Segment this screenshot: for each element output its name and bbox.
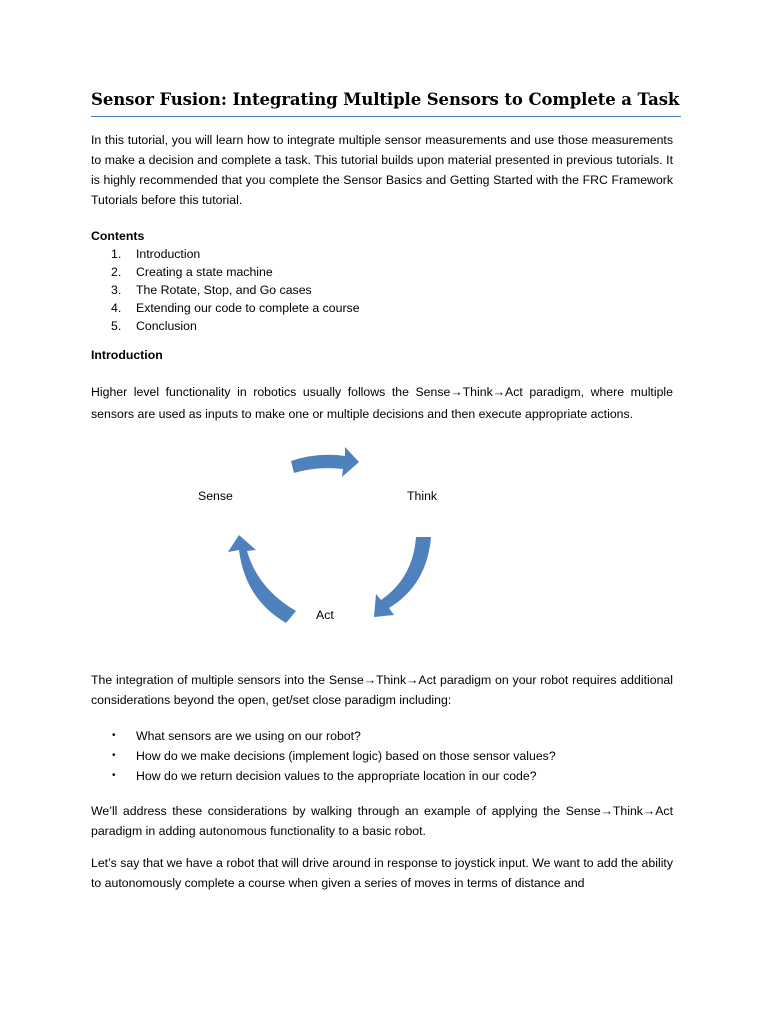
list-item-text: Introduction [136, 247, 201, 261]
intro-paragraph: In this tutorial, you will learn how to integrate multiple sensor measurements and use those measurements to make a decision and complete a task. This tutorial builds upon material presented in previous tutorials. It is highly recommended that you complete the Sensor Basics and Getting Started with the FRC Framework Tutorials before this tutorial. [91, 133, 673, 207]
think-label: Think [407, 489, 438, 503]
approach-paragraph: We’ll address these considerations by walking through an example of applying the Sense→Think→Act paradigm in adding autonomous functionality to a basic robot. [91, 804, 673, 838]
sense-to-think-arrow [291, 447, 359, 477]
sense-label: Sense [198, 489, 233, 503]
list-item [91, 263, 360, 281]
act-to-sense-arrow [228, 535, 296, 623]
list-item-number: 5. [111, 319, 122, 333]
bullet-icon: • [112, 730, 116, 741]
list-item [91, 299, 360, 317]
list-item [91, 317, 360, 335]
sense-think-act-cycle-diagram [200, 440, 440, 635]
cycle-arrows [200, 440, 440, 635]
list-item-text: How do we make decisions (implement logic) based on those sensor values? [136, 749, 556, 763]
list-item [91, 281, 360, 299]
act-label: Act [316, 608, 334, 622]
integration-paragraph: The integration of multiple sensors into the Sense→Think→Act paradigm on your robot requires additional considerations beyond the open, get/set close paradigm including: [91, 673, 673, 707]
list-item-text: Conclusion [136, 319, 197, 333]
document-title: Sensor Fusion: Integrating Multiple Sensors to Complete a Task [91, 90, 680, 109]
contents-list [91, 245, 360, 335]
list-item-text: How do we return decision values to the appropriate location in our code? [136, 769, 537, 783]
list-item [91, 245, 360, 263]
bullet-icon: • [112, 770, 116, 781]
considerations-list [91, 726, 556, 786]
list-item [91, 746, 556, 766]
list-item-text: Creating a state machine [136, 265, 273, 279]
list-item [91, 726, 556, 746]
think-to-act-arrow [374, 537, 431, 617]
introduction-paragraph: Higher level functionality in robotics usually follows the Sense→Think→Act paradigm, where multiple sensors are used as inputs to make one or multiple decisions and then execute appropriate actions. [91, 385, 673, 421]
list-item-text: Extending our code to complete a course [136, 301, 360, 315]
list-item-text: The Rotate, Stop, and Go cases [136, 283, 312, 297]
list-item-number: 3. [111, 283, 122, 297]
list-item-number: 1. [111, 247, 122, 261]
list-item-number: 4. [111, 301, 122, 315]
title-underline [91, 116, 681, 117]
list-item-number: 2. [111, 265, 122, 279]
example-paragraph: Let’s say that we have a robot that will drive around in response to joystick input. We want to add the ability to autonomously complete a course when given a series of moves in terms of distance and [91, 856, 673, 890]
bullet-icon: • [112, 750, 116, 761]
introduction-heading: Introduction [91, 348, 163, 362]
contents-heading: Contents [91, 229, 145, 243]
list-item-text: What sensors are we using on our robot? [136, 729, 361, 743]
list-item [91, 766, 556, 786]
